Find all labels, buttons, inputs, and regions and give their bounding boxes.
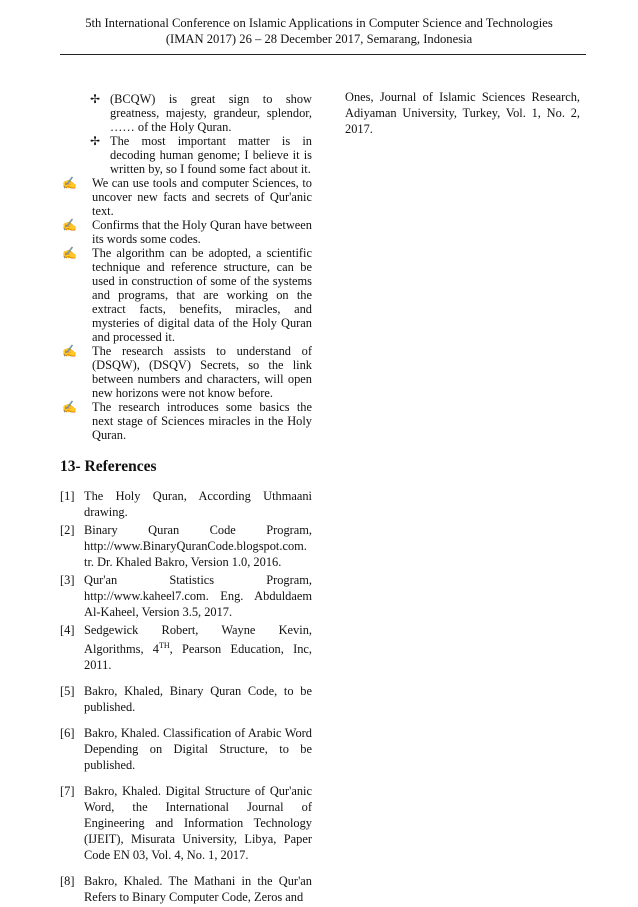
bullet-item [60,176,312,218]
writing-hand-icon: ✍ [62,400,77,414]
references-heading: 13- References [60,458,157,475]
reference-continuation: Ones, Journal of Islamic Sciences Research, Adiyaman University, Turkey, Vol. 1, No. 2, 2017. [345,90,580,136]
reference-number: [4] [60,623,75,637]
bullet-text: The research assists to understand of (DSQW), (DSQV) Secrets, so the link between numbers and characters, will open new horizons were not know before. [92,344,312,400]
reference-entry [60,725,312,773]
reference-text-part: , Pearson Education, Inc, 2011. [84,642,312,673]
reference-text: Bakro, Khaled, Binary Quran Code, to be published. [84,684,312,715]
writing-hand-icon: ✍ [62,218,77,232]
bullet-item [60,218,312,246]
right-column [345,89,580,137]
bullet-text: Confirms that the Holy Quran have between its words some codes. [92,218,312,246]
reference-number: [8] [60,874,75,889]
sub-bullet-item [90,134,312,176]
reference-text: Binary Quran Code Program, http://www.BinaryQuranCode.blogspot.com. tr. Dr. Khaled Bakro, Version 1.0, 2016. [84,523,312,569]
reference-text: The Holy Quran, According Uthmaani drawing. [84,489,312,519]
conference-title: 5th International Conference on Islamic Applications in Computer Science and Technologies [85,16,553,30]
reference-number: [1] [60,489,75,503]
sub-bullet-item [90,92,312,134]
left-column [60,92,312,907]
reference-number: [3] [60,573,75,587]
sub-bullet-text: The most important matter is in decoding human genome; I believe it is written by, so I found some fact about it. [110,134,312,176]
reference-entry [60,622,312,673]
reference-entry [60,488,312,520]
bullet-item [60,344,312,400]
page-header [40,15,598,47]
header-divider [60,54,586,55]
bullet-item [60,400,312,442]
bullet-text: We can use tools and computer Sciences, to uncover new facts and secrets of Qur'anic text. [92,176,312,218]
reference-entry [60,683,312,715]
writing-hand-icon: ✍ [62,344,77,358]
sub-bullet-text: (BCQW) is great sign to show greatness, majesty, grandeur, splendor, …… of the Holy Quran. [110,92,312,134]
reference-number: [2] [60,523,75,537]
reference-text-part: Sedgewick Robert, Wayne Kevin, Algorithms, 4 [84,623,312,657]
reference-text: Bakro, Khaled. Digital Structure of Qur'anic Word, the International Journal of Engineering and Information Technology (IJEIT), Misurata University, Libya, Paper Code EN 03, Vol. 4, No. 1, 2017. [84,784,312,863]
conference-dates: (IMAN 2017) 26 – 28 December 2017, Semarang, Indonesia [165,32,473,46]
reference-entry [60,572,312,620]
bullet-text: The algorithm can be adopted, a scientific technique and reference structure, can be used in construction of some of the systems and programs, that are working on the extract facts, benefits, miracles, and mysteries of digital data of the Holy Quran and processed it. [92,246,312,344]
cross-star-icon: ✢ [90,134,101,148]
bullet-text: The research introduces some basics the next stage of Sciences miracles in the Holy Quran. [92,400,312,442]
reference-number: [7] [60,784,75,799]
writing-hand-icon: ✍ [62,176,77,190]
reference-text [84,622,312,673]
bullet-item [60,246,312,344]
reference-text: Bakro, Khaled. The Mathani in the Qur'an Refers to Binary Computer Code, Zeros and [84,874,312,905]
reference-number: [5] [60,684,75,699]
writing-hand-icon: ✍ [62,246,77,260]
reference-text: Qur'an Statistics Program, http://www.kaheel7.com. Eng. Abduldaem Al-Kaheel, Version 3.5, 2017. [84,573,312,619]
reference-entry [60,873,312,905]
cross-star-icon: ✢ [90,92,101,106]
reference-number: [6] [60,726,75,741]
reference-text: Bakro, Khaled. Classification of Arabic Word Depending on Digital Structure, to be published. [84,726,312,773]
reference-entry [60,522,312,570]
superscript: TH [159,641,170,650]
reference-entry [60,783,312,863]
